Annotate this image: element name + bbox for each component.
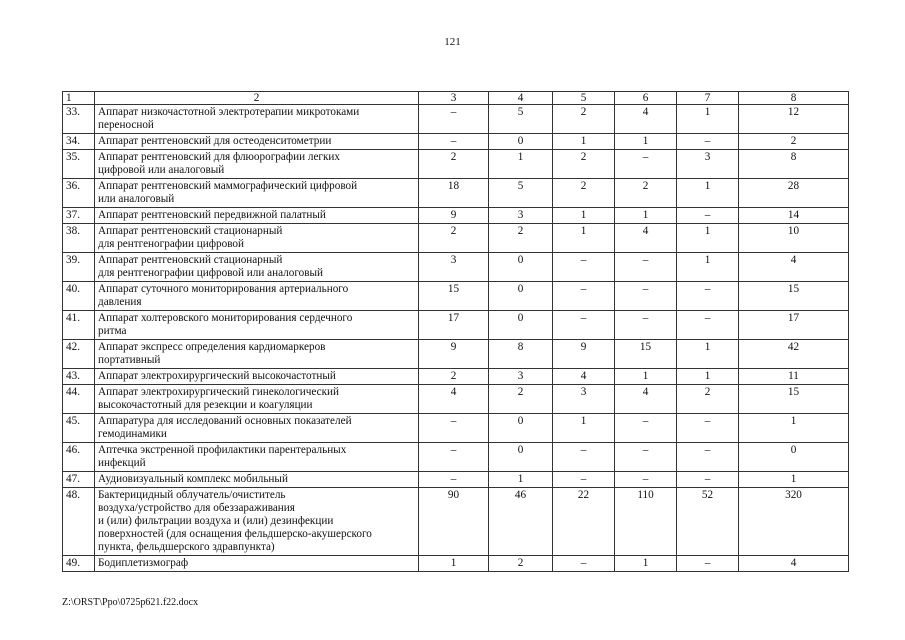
equipment-name: Аппарат рентгеновский для флюорографии легких цифровой или аналоговый: [95, 150, 419, 179]
total-value: 15: [739, 385, 849, 414]
header-cell-5: 5: [553, 92, 615, 105]
col-5-value: 2: [553, 150, 615, 179]
row-number: 38.: [63, 224, 95, 253]
col-7-value: –: [677, 414, 739, 443]
row-number: 46.: [63, 443, 95, 472]
col-7-value: 1: [677, 105, 739, 134]
col-7-value: 1: [677, 179, 739, 208]
table-row: [63, 105, 849, 134]
col-3-value: –: [419, 443, 489, 472]
col-5-value: 4: [553, 369, 615, 385]
row-number: 39.: [63, 253, 95, 282]
equipment-name: Аппарат электрохирургический высокочастотный: [95, 369, 419, 385]
table-row: [63, 414, 849, 443]
total-value: 2: [739, 134, 849, 150]
row-number: 47.: [63, 472, 95, 488]
col-4-value: 8: [489, 340, 553, 369]
col-3-value: 17: [419, 311, 489, 340]
col-7-value: –: [677, 282, 739, 311]
col-4-value: 1: [489, 472, 553, 488]
col-4-value: 0: [489, 414, 553, 443]
col-4-value: 0: [489, 311, 553, 340]
total-value: 10: [739, 224, 849, 253]
total-value: 4: [739, 253, 849, 282]
col-4-value: 0: [489, 253, 553, 282]
col-7-value: 52: [677, 488, 739, 556]
row-number: 41.: [63, 311, 95, 340]
total-value: 320: [739, 488, 849, 556]
table-row: [63, 311, 849, 340]
col-7-value: 3: [677, 150, 739, 179]
total-value: 15: [739, 282, 849, 311]
col-7-value: –: [677, 556, 739, 572]
col-3-value: –: [419, 472, 489, 488]
equipment-name: Бактерицидный облучатель/очиститель воздуха/устройство для обеззараживания и (или) фильтрации воздуха и (или) дезинфекции поверхностей (для оснащения фельдшерско-акушерского пункта, фельдшерского здравпункта): [95, 488, 419, 556]
col-3-value: 3: [419, 253, 489, 282]
row-number: 35.: [63, 150, 95, 179]
col-5-value: 2: [553, 179, 615, 208]
col-6-value: 2: [615, 179, 677, 208]
equipment-name: Аппарат рентгеновский передвижной палатный: [95, 208, 419, 224]
col-4-value: 0: [489, 134, 553, 150]
total-value: 14: [739, 208, 849, 224]
col-3-value: 2: [419, 224, 489, 253]
col-3-value: 9: [419, 340, 489, 369]
table-row: [63, 179, 849, 208]
col-7-value: 1: [677, 369, 739, 385]
row-number: 34.: [63, 134, 95, 150]
table-body: [63, 92, 849, 572]
equipment-name: Аппарат рентгеновский стационарный для рентгенографии цифровой или аналоговый: [95, 253, 419, 282]
col-7-value: 1: [677, 340, 739, 369]
col-4-value: 0: [489, 282, 553, 311]
equipment-name: Аппарат низкочастотной электротерапии микротоками переносной: [95, 105, 419, 134]
col-6-value: 1: [615, 556, 677, 572]
col-5-value: 1: [553, 134, 615, 150]
header-cell-6: 6: [615, 92, 677, 105]
equipment-name: Аппарат экспресс определения кардиомаркеров портативный: [95, 340, 419, 369]
total-value: 0: [739, 443, 849, 472]
col-5-value: 2: [553, 105, 615, 134]
row-number: 37.: [63, 208, 95, 224]
col-6-value: 4: [615, 224, 677, 253]
col-6-value: 1: [615, 134, 677, 150]
equipment-name: Аппарат рентгеновский для остеоденситометрии: [95, 134, 419, 150]
col-7-value: –: [677, 311, 739, 340]
col-4-value: 5: [489, 105, 553, 134]
col-3-value: 4: [419, 385, 489, 414]
col-7-value: –: [677, 208, 739, 224]
table-header-row: [63, 92, 849, 105]
row-number: 44.: [63, 385, 95, 414]
col-4-value: 5: [489, 179, 553, 208]
table-row: [63, 208, 849, 224]
col-6-value: 1: [615, 208, 677, 224]
col-5-value: –: [553, 282, 615, 311]
col-4-value: 2: [489, 556, 553, 572]
total-value: 1: [739, 414, 849, 443]
col-3-value: 2: [419, 369, 489, 385]
header-cell-7: 7: [677, 92, 739, 105]
header-cell-4: 4: [489, 92, 553, 105]
table-row: [63, 282, 849, 311]
col-4-value: 3: [489, 208, 553, 224]
col-3-value: 1: [419, 556, 489, 572]
col-5-value: –: [553, 443, 615, 472]
col-7-value: 1: [677, 224, 739, 253]
total-value: 8: [739, 150, 849, 179]
equipment-name: Бодиплетизмограф: [95, 556, 419, 572]
col-5-value: –: [553, 556, 615, 572]
row-number: 33.: [63, 105, 95, 134]
total-value: 28: [739, 179, 849, 208]
footer-file-path: Z:\ORST\Ppo\0725p621.f22.docx: [62, 597, 199, 608]
col-5-value: –: [553, 311, 615, 340]
equipment-name: Аудиовизуальный комплекс мобильный: [95, 472, 419, 488]
table-row: [63, 134, 849, 150]
total-value: 4: [739, 556, 849, 572]
col-4-value: 0: [489, 443, 553, 472]
table-row: [63, 472, 849, 488]
col-3-value: 9: [419, 208, 489, 224]
row-number: 45.: [63, 414, 95, 443]
equipment-name: Аппарат рентгеновский маммографический цифровой или аналоговый: [95, 179, 419, 208]
equipment-name: Аппарат электрохирургический гинекологический высокочастотный для резекции и коагуляции: [95, 385, 419, 414]
col-7-value: 1: [677, 253, 739, 282]
table-row: [63, 556, 849, 572]
col-6-value: 4: [615, 385, 677, 414]
row-number: 48.: [63, 488, 95, 556]
col-7-value: 2: [677, 385, 739, 414]
col-3-value: 90: [419, 488, 489, 556]
col-6-value: –: [615, 443, 677, 472]
equipment-name: Аптечка экстренной профилактики парентеральных инфекций: [95, 443, 419, 472]
col-4-value: 46: [489, 488, 553, 556]
col-5-value: 22: [553, 488, 615, 556]
col-4-value: 1: [489, 150, 553, 179]
total-value: 11: [739, 369, 849, 385]
table-row: [63, 369, 849, 385]
table-row: [63, 385, 849, 414]
table-row: [63, 340, 849, 369]
equipment-name: Аппарат суточного мониторирования артериального давления: [95, 282, 419, 311]
header-cell-8: 8: [739, 92, 849, 105]
col-6-value: 1: [615, 369, 677, 385]
col-5-value: 1: [553, 208, 615, 224]
col-3-value: –: [419, 414, 489, 443]
col-5-value: 3: [553, 385, 615, 414]
col-6-value: –: [615, 414, 677, 443]
col-5-value: 1: [553, 224, 615, 253]
col-4-value: 3: [489, 369, 553, 385]
col-4-value: 2: [489, 385, 553, 414]
col-7-value: –: [677, 134, 739, 150]
col-3-value: 15: [419, 282, 489, 311]
equipment-table: [62, 91, 849, 572]
col-5-value: –: [553, 253, 615, 282]
col-4-value: 2: [489, 224, 553, 253]
page-number: 121: [444, 36, 461, 48]
table-row: [63, 253, 849, 282]
total-value: 17: [739, 311, 849, 340]
col-5-value: 1: [553, 414, 615, 443]
col-6-value: –: [615, 253, 677, 282]
col-5-value: –: [553, 472, 615, 488]
row-number: 49.: [63, 556, 95, 572]
header-cell-2: 2: [95, 92, 419, 105]
col-3-value: 18: [419, 179, 489, 208]
col-6-value: 110: [615, 488, 677, 556]
row-number: 36.: [63, 179, 95, 208]
col-6-value: –: [615, 311, 677, 340]
total-value: 42: [739, 340, 849, 369]
col-7-value: –: [677, 443, 739, 472]
row-number: 43.: [63, 369, 95, 385]
total-value: 1: [739, 472, 849, 488]
total-value: 12: [739, 105, 849, 134]
col-5-value: 9: [553, 340, 615, 369]
col-3-value: –: [419, 105, 489, 134]
header-cell-3: 3: [419, 92, 489, 105]
col-6-value: –: [615, 282, 677, 311]
table-row: [63, 488, 849, 556]
col-6-value: –: [615, 150, 677, 179]
table-row: [63, 443, 849, 472]
table-row: [63, 150, 849, 179]
col-6-value: 4: [615, 105, 677, 134]
col-6-value: –: [615, 472, 677, 488]
col-3-value: –: [419, 134, 489, 150]
col-3-value: 2: [419, 150, 489, 179]
table-row: [63, 224, 849, 253]
col-7-value: –: [677, 472, 739, 488]
header-cell-1: 1: [63, 92, 95, 105]
row-number: 42.: [63, 340, 95, 369]
equipment-name: Аппаратура для исследований основных показателей гемодинамики: [95, 414, 419, 443]
equipment-name: Аппарат рентгеновский стационарный для рентгенографии цифровой: [95, 224, 419, 253]
col-6-value: 15: [615, 340, 677, 369]
row-number: 40.: [63, 282, 95, 311]
equipment-name: Аппарат холтеровского мониторирования сердечного ритма: [95, 311, 419, 340]
